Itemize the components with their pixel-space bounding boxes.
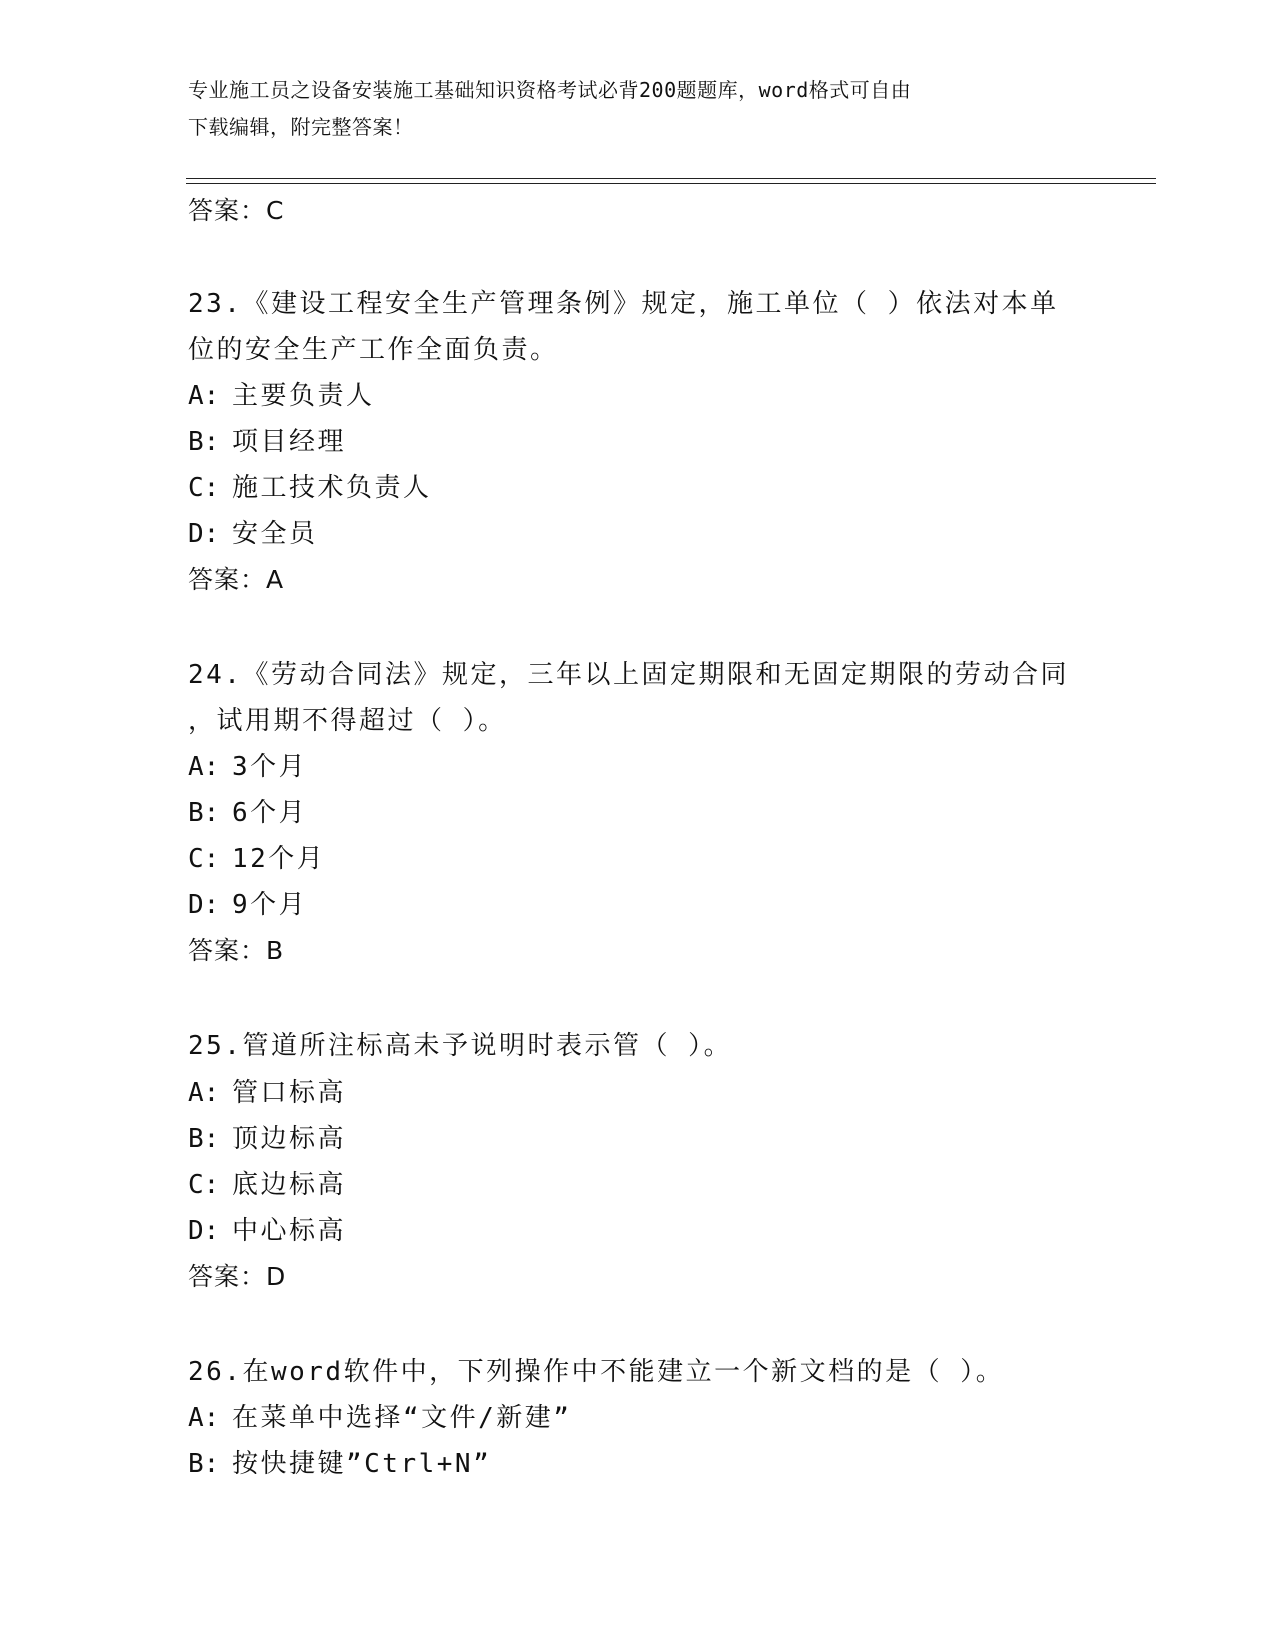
option-letter: A: (188, 1403, 220, 1433)
option-text: 在菜单中选择“文件/新建” (232, 1403, 572, 1433)
option-d (188, 511, 1088, 557)
option-text: 6个月 (232, 798, 308, 828)
answer-q25: 答案：D (188, 1261, 287, 1291)
option-letter: D: (188, 1215, 220, 1246)
option-d (188, 882, 1088, 928)
answer-q24: 答案：B (188, 936, 285, 965)
spacer (188, 974, 1088, 1024)
answer-q23: 答案：A (188, 565, 285, 594)
option-c (188, 1162, 1088, 1208)
option-letter: A: (188, 752, 220, 782)
question-25 (188, 1024, 1088, 1300)
option-a (188, 373, 1088, 419)
option-letter: B: (188, 798, 220, 828)
document-body (188, 190, 1088, 1487)
option-text: 主要负责人 (232, 381, 375, 411)
option-letter: B: (188, 1123, 220, 1154)
option-a (188, 744, 1088, 790)
question-26 (188, 1350, 1088, 1488)
option-letter: A: (188, 1077, 220, 1108)
question-text-line: 23.《建设工程安全生产管理条例》规定，施工单位（ ）依法对本单 (188, 289, 1059, 319)
spacer (188, 1300, 1088, 1350)
option-c (188, 836, 1088, 882)
option-text: 项目经理 (232, 427, 347, 457)
header-divider-bottom (186, 183, 1156, 184)
option-text: 12个月 (232, 844, 326, 874)
header-line-1: 专业施工员之设备安装施工基础知识资格考试必背200题题库，word格式可自由 (188, 78, 912, 102)
option-letter: B: (188, 1449, 220, 1479)
option-letter: A: (188, 381, 220, 411)
option-letter: C: (188, 1169, 220, 1200)
option-text: 中心标高 (232, 1215, 347, 1246)
option-text: 按快捷键”Ctrl+N” (232, 1449, 492, 1479)
question-text-line: 26.在word软件中，下列操作中不能建立一个新文档的是（ ）。 (188, 1356, 1005, 1387)
option-letter: B: (188, 427, 220, 457)
option-text: 9个月 (232, 890, 308, 920)
option-text: 安全员 (232, 519, 318, 549)
answer-q22: 答案：C (188, 196, 285, 225)
spacer (188, 232, 1088, 282)
question-text-line: ，试用期不得超过（ ）。 (188, 705, 507, 736)
option-b (188, 790, 1088, 836)
option-text: 底边标高 (232, 1169, 347, 1200)
question-text-line: 24.《劳动合同法》规定，三年以上固定期限和无固定期限的劳动合同 (188, 660, 1069, 690)
option-letter: C: (188, 844, 220, 874)
question-23 (188, 282, 1088, 603)
option-text: 施工技术负责人 (232, 473, 432, 503)
option-text: 顶边标高 (232, 1123, 347, 1154)
question-24 (188, 653, 1088, 974)
option-letter: C: (188, 473, 220, 503)
option-b (188, 419, 1088, 465)
option-a (188, 1070, 1088, 1116)
option-a (188, 1395, 1088, 1441)
option-b (188, 1441, 1088, 1487)
option-letter: D: (188, 519, 220, 549)
header-line-2: 下载编辑，附完整答案！ (188, 115, 414, 139)
question-text-line: 位的安全生产工作全面负责。 (188, 334, 559, 365)
header-divider-top (186, 178, 1156, 179)
option-b (188, 1116, 1088, 1162)
option-c (188, 465, 1088, 511)
document-header (188, 72, 1088, 146)
option-text: 管口标高 (232, 1077, 347, 1108)
option-d (188, 1208, 1088, 1254)
question-text-line: 25.管道所注标高未予说明时表示管（ ）。 (188, 1031, 733, 1061)
option-text: 3个月 (232, 752, 308, 782)
spacer (188, 603, 1088, 653)
option-letter: D: (188, 890, 220, 920)
